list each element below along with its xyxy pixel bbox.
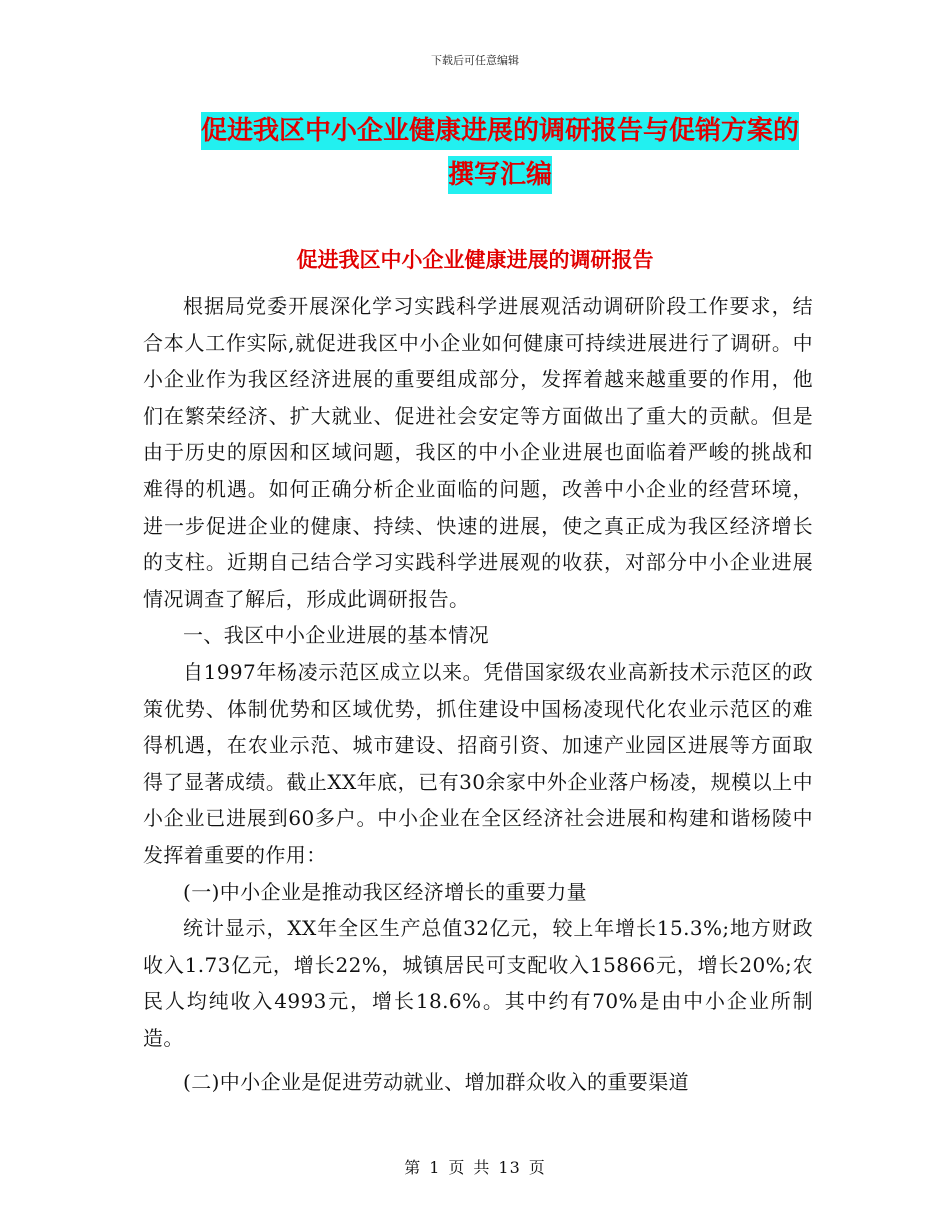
main-title-text-1: 促进我区中小企业健康进展的调研报告与促销方案的 (201, 112, 799, 150)
report-subtitle: 促进我区中小企业健康进展的调研报告 (296, 247, 654, 272)
paragraph-statistics: 统计显示，XX年全区生产总值32亿元，较上年增长15.3%;地方财政收入1.73亿元，增长22%，城镇居民可支配收入15866元，增长20%;农民人均纯收入4993元，增长18.6%。其中约有70%是由中小企业所制造。 (143, 916, 813, 1050)
header-note: 下载后可任意编辑 (431, 54, 519, 67)
section-heading-1: 一、我区中小企业进展的基本情况 (183, 623, 489, 648)
page-footer (0, 1155, 950, 1178)
footer-page-number: 1 (429, 1158, 441, 1177)
footer-prefix: 第 (404, 1158, 422, 1177)
main-title-text-2: 撰写汇编 (448, 156, 552, 194)
paragraph-basic-situation: 自1997年杨凌示范区成立以来。凭借国家级农业高新技术示范区的政策优势、体制优势和区域优势，抓住建设中国杨凌现代化农业示范区的难得机遇，在农业示范、城市建设、招商引资、加速产业园区进展等方面取得了显著成绩。截止XX年底，已有30余家中外企业落户杨凌，规模以上中小企业已进展到60多户。中小企业在全区经济社会进展和构建和谐杨陵中发挥着重要的作用： (143, 659, 813, 867)
paragraph-intro: 根据局党委开展深化学习实践科学进展观活动调研阶段工作要求，结合本人工作实际,就促进我区中小企业如何健康可持续进展进行了调研。中小企业作为我区经济进展的重要组成部分，发挥着越来越重要的作用，他们在繁荣经济、扩大就业、促进社会安定等方面做出了重大的贡献。但是由于历史的原因和区域问题，我区的中小企业进展也面临着严峻的挑战和难得的机遇。如何正确分析企业面临的问题，改善中小企业的经营环境，进一步促进企业的健康、持续、快速的进展，使之真正成为我区经济增长的支柱。近期自己结合学习实践科学进展观的收获，对部分中小企业进展情况调查了解后，形成此调研报告。 (143, 294, 813, 611)
subsection-heading-2: (二)中小企业是促进劳动就业、增加群众收入的重要渠道 (183, 1070, 690, 1095)
subsection-heading-1: (一)中小企业是推动我区经济增长的重要力量 (183, 879, 588, 904)
footer-page-word: 页 (448, 1158, 466, 1177)
main-title-line-2 (140, 150, 860, 200)
footer-total-pages: 13 (498, 1158, 521, 1177)
main-title-line-1 (140, 106, 860, 156)
report-body (143, 288, 813, 1101)
footer-total-word: 共 (473, 1158, 491, 1177)
footer-suffix: 页 (528, 1158, 546, 1177)
